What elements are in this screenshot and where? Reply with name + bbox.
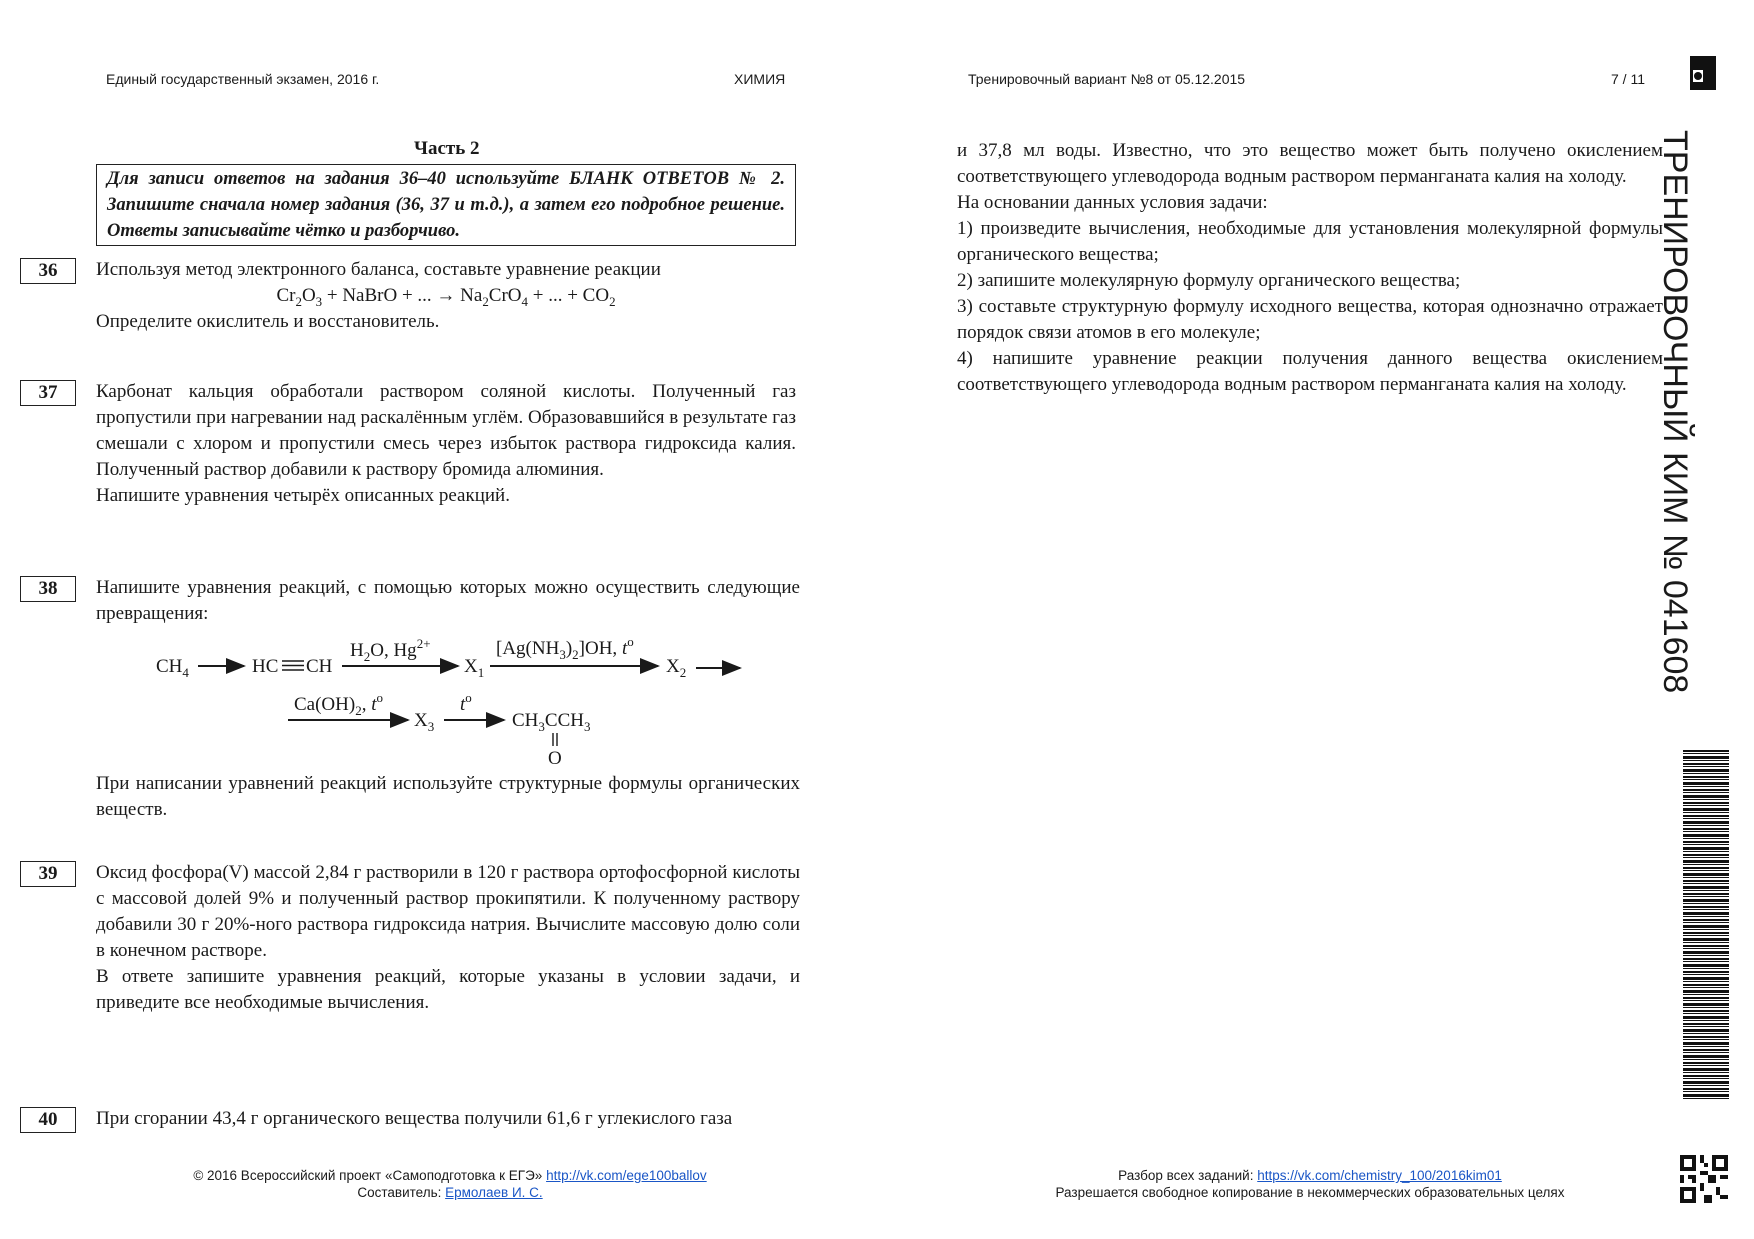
task-38-note — [96, 771, 800, 823]
barcode-icon — [1683, 750, 1729, 1100]
header-subject: ХИМИЯ — [734, 71, 786, 87]
scheme-x1: $X_1$ — [464, 656, 485, 680]
side-label — [1656, 130, 1694, 730]
footer-copyright: © 2016 Всероссийский проект «Самоподготовка к ЕГЭ» — [193, 1168, 543, 1183]
scheme-acetone: $CH_3CCH_3$ — [512, 710, 591, 734]
task-39 — [96, 860, 800, 1016]
scheme-ch4: $CH_4$ — [156, 656, 189, 680]
part-title: Часть 2 — [414, 138, 480, 159]
footer-left — [160, 1167, 740, 1201]
scheme-reagent-2: $[Ag(NH_3)_2]OH$, $t^o$ — [496, 634, 634, 662]
header-page-number: 7 / 11 — [1611, 71, 1645, 87]
instructions-box: Для записи ответов на задания 36–40 используйте БЛАНК ОТВЕТОВ № 2. Запишите сначала номер задания (36, 37 и т.д.), а затем его подробное решение. Ответы записывайте чётко и разборчиво. — [96, 164, 796, 246]
task-38-text: Напишите уравнения реакций, с помощью которых можно осуществить следующие превращения: — [96, 577, 800, 624]
scheme-acetylene: HC — [252, 656, 279, 677]
side-vertical-text: ТРЕНИРОВОЧНЫЙ КИМ № 041608 — [1656, 130, 1694, 694]
task-40 — [96, 1106, 800, 1132]
task-39-text: Оксид фосфора(V) массой 2,84 г растворили в 120 г раствора ортофосфорной кислоты с массовой долей 9% и полученный раствор прокипятили. К полученному раствору добавили 30 г 20%-ного раствора гидроксида натрия. Вычислите массовую долю соли в конечном растворе. — [96, 862, 800, 961]
task-number-38: 38 — [20, 576, 76, 602]
task-40-step-1: 1) произведите вычисления, необходимые для установления молекулярной формулы органического вещества; — [957, 218, 1663, 265]
task-36-text: Используя метод электронного баланса, составьте уравнение реакции — [96, 259, 661, 280]
footer-author-link[interactable]: Ермолаев И. С. — [445, 1185, 543, 1200]
qr-code-icon — [1680, 1155, 1728, 1203]
scheme-x3: $X_3$ — [414, 710, 435, 734]
task-36-equation: $Cr_2O_3$ + NaBrO + ... → $Na_2CrO_4$ + ... + $CO_2$ — [276, 285, 616, 309]
svg-text:O: O — [548, 748, 562, 769]
footer-solutions-link[interactable]: https://vk.com/chemistry_100/2016kim01 — [1257, 1168, 1502, 1183]
footer-copy-note: Разрешается свободное копирование в некоммерческих образовательных целях — [1055, 1185, 1565, 1200]
footer-right — [1010, 1167, 1610, 1201]
right-column — [957, 138, 1663, 398]
task-36 — [96, 257, 796, 335]
footer-author-label: Составитель: — [357, 1185, 442, 1200]
task-40-step-3: 3) составьте структурную формулу исходного вещества, которая однозначно отражает порядок связи атомов в его молекуле; — [957, 296, 1663, 343]
task-40-continuation: и 37,8 мл воды. Известно, что это вещество может быть получено окислением соответствующего углеводорода водным раствором перманганата калия на холоду. — [957, 140, 1663, 187]
task-37-question: Напишите уравнения четырёх описанных реакций. — [96, 485, 510, 506]
scheme-reagent-4: $t^o$ — [460, 690, 472, 715]
task-39-question: В ответе запишите уравнения реакций, которые указаны в условии задачи, и приведите все необходимые вычисления. — [96, 966, 800, 1013]
task-37 — [96, 379, 796, 509]
task-40-step-2: 2) запишите молекулярную формулу органического вещества; — [957, 270, 1461, 291]
corner-marker-icon — [1690, 56, 1716, 90]
footer-project-link[interactable]: http://vk.com/ege100ballov — [546, 1168, 707, 1183]
task-number-37: 37 — [20, 380, 76, 406]
svg-text:CH: CH — [306, 656, 333, 677]
task-40-step-4: 4) напишите уравнение реакции получения данного вещества окислением соответствующего углеводорода водным раствором перманганата калия на холоду. — [957, 348, 1663, 395]
task-40-text: При сгорании 43,4 г органического вещества получили 61,6 г углекислого газа — [96, 1108, 733, 1129]
task-38-scheme — [140, 630, 760, 770]
scheme-x2: $X_2$ — [666, 656, 687, 680]
task-number-40: 40 — [20, 1107, 76, 1133]
task-38 — [96, 575, 800, 627]
task-37-text: Карбонат кальция обработали раствором соляной кислоты. Полученный газ пропустили при нагревании над раскалённым углём. Образовавшийся в результате газ смешали с хлором и пропустили смесь через избыток раствора гидроксида калия. Полученный раствор добавили к раствору бромида алюминия. — [96, 381, 796, 480]
task-36-question: Определите окислитель и восстановитель. — [96, 311, 440, 332]
footer-solutions-label: Разбор всех заданий: — [1118, 1168, 1254, 1183]
header-variant: Тренировочный вариант №8 от 05.12.2015 — [968, 71, 1246, 87]
task-number-36: 36 — [20, 258, 76, 284]
header-exam-title: Единый государственный экзамен, 2016 г. — [106, 71, 380, 87]
task-38-note-text: При написании уравнений реакций используйте структурные формулы органических веществ. — [96, 773, 800, 820]
scheme-reagent-3: $Ca(OH)_2$, $t^o$ — [294, 690, 383, 718]
scheme-reagent-1: $H_2O$, $Hg^{2+}$ — [350, 636, 431, 664]
task-40-intro: На основании данных условия задачи: — [957, 192, 1268, 213]
task-number-39: 39 — [20, 861, 76, 887]
